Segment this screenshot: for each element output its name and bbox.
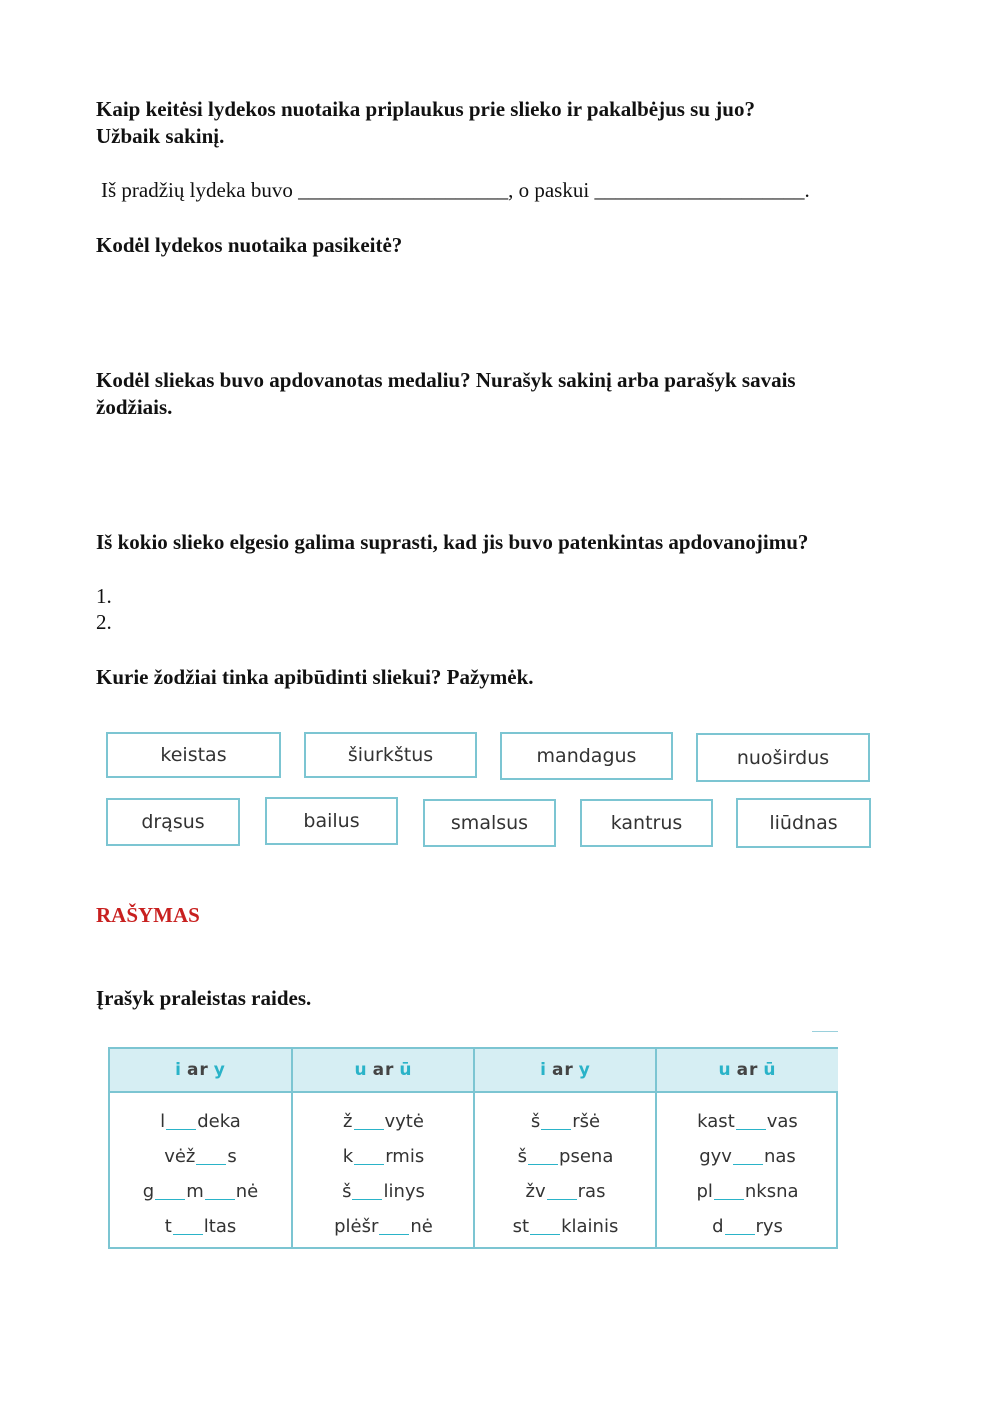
word-box-smalsus[interactable]: smalsus (423, 799, 556, 847)
question-3-line-1: Kodėl sliekas buvo apdovanotas medaliu? Nurašyk sakinį arba parašyk savais (96, 368, 796, 392)
letters-table (108, 1047, 838, 1249)
column-header (657, 1049, 838, 1093)
question-1 (96, 96, 926, 150)
word-box-bailus[interactable]: bailus (265, 797, 398, 845)
table-column-3 (473, 1049, 656, 1247)
word-row: š psena (517, 1146, 614, 1167)
word-box-mandagus[interactable]: mandagus (500, 732, 673, 780)
table-column-1 (110, 1049, 291, 1247)
blank-input[interactable] (379, 1219, 409, 1235)
header-letter-b: y (213, 1060, 226, 1080)
column-header (475, 1049, 656, 1093)
answer-line[interactable]: Iš pradžių lydeka buvo ____________________, o paskui ____________________. (101, 178, 810, 202)
blank-input[interactable] (733, 1149, 763, 1165)
blank-input[interactable] (354, 1149, 384, 1165)
blank-input[interactable] (354, 1114, 384, 1130)
blank-input[interactable] (352, 1184, 382, 1200)
table-column-2 (291, 1049, 474, 1247)
word-row: d rys (712, 1216, 783, 1237)
word-row: žv ras (525, 1181, 606, 1202)
word-box-drasus[interactable]: drąsus (106, 798, 240, 846)
header-ar: ar (372, 1060, 395, 1080)
word-row: plėšr nė (334, 1216, 433, 1237)
blank-input[interactable] (196, 1149, 226, 1165)
word-row: gyv nas (699, 1146, 796, 1167)
section-title: RAŠYMAS (96, 903, 200, 927)
word-row: kast vas (697, 1111, 798, 1132)
word-box-liudnas[interactable]: liūdnas (736, 798, 871, 848)
header-letter-b: ū (399, 1060, 413, 1080)
header-letter-b: y (578, 1060, 591, 1080)
blank-input[interactable] (530, 1219, 560, 1235)
blank-input[interactable] (714, 1184, 744, 1200)
blank-input[interactable] (541, 1114, 571, 1130)
task-instruction: Įrašyk praleistas raides. (96, 986, 312, 1010)
question-1-line-2: Užbaik sakinį. (96, 124, 225, 148)
word-row: g m nė (142, 1181, 259, 1202)
question-2: Kodėl lydekos nuotaika pasikeitė? (96, 233, 403, 257)
blank-input[interactable] (547, 1184, 577, 1200)
answer-item-2[interactable]: 2. (96, 610, 112, 634)
word-box-kantrus[interactable]: kantrus (580, 799, 713, 847)
answer-item-1[interactable]: 1. (96, 584, 112, 608)
blank-input[interactable] (205, 1184, 235, 1200)
word-row: š ršė (530, 1111, 601, 1132)
word-row: l deka (160, 1111, 241, 1132)
divider (812, 1031, 838, 1032)
word-row: k rmis (342, 1146, 425, 1167)
word-row: st klainis (512, 1216, 619, 1237)
table-column-4 (655, 1049, 838, 1247)
question-3-line-2: žodžiais. (96, 395, 173, 419)
blank-input[interactable] (173, 1219, 203, 1235)
column-header (293, 1049, 474, 1093)
header-ar: ar (736, 1060, 759, 1080)
column-header (110, 1049, 291, 1093)
blank-input[interactable] (528, 1149, 558, 1165)
word-row: vėž s (164, 1146, 237, 1167)
header-letter-a: i (540, 1060, 547, 1080)
header-letter-a: u (354, 1060, 368, 1080)
blank-input[interactable] (166, 1114, 196, 1130)
word-box-siurkstus[interactable]: šiurkštus (304, 732, 477, 778)
question-5: Kurie žodžiai tinka apibūdinti sliekui? Pažymėk. (96, 665, 534, 689)
word-row: ž vytė (343, 1111, 424, 1132)
blank-input[interactable] (155, 1184, 185, 1200)
blank-input[interactable] (725, 1219, 755, 1235)
word-row: t ltas (164, 1216, 237, 1237)
question-4: Iš kokio slieko elgesio galima suprasti, kad jis buvo patenkintas apdovanojimu? (96, 530, 809, 554)
blank-input[interactable] (736, 1114, 766, 1130)
word-row: pl nksna (696, 1181, 799, 1202)
word-box-keistas[interactable]: keistas (106, 732, 281, 778)
header-letter-a: u (718, 1060, 732, 1080)
question-1-line-1: Kaip keitėsi lydekos nuotaika priplaukus prie slieko ir pakalbėjus su juo? (96, 97, 755, 121)
header-ar: ar (551, 1060, 574, 1080)
header-letter-a: i (175, 1060, 182, 1080)
header-ar: ar (186, 1060, 209, 1080)
word-row: š linys (342, 1181, 425, 1202)
question-3 (96, 367, 926, 421)
word-box-nuosirdus[interactable]: nuoširdus (696, 733, 870, 782)
header-letter-b: ū (763, 1060, 777, 1080)
